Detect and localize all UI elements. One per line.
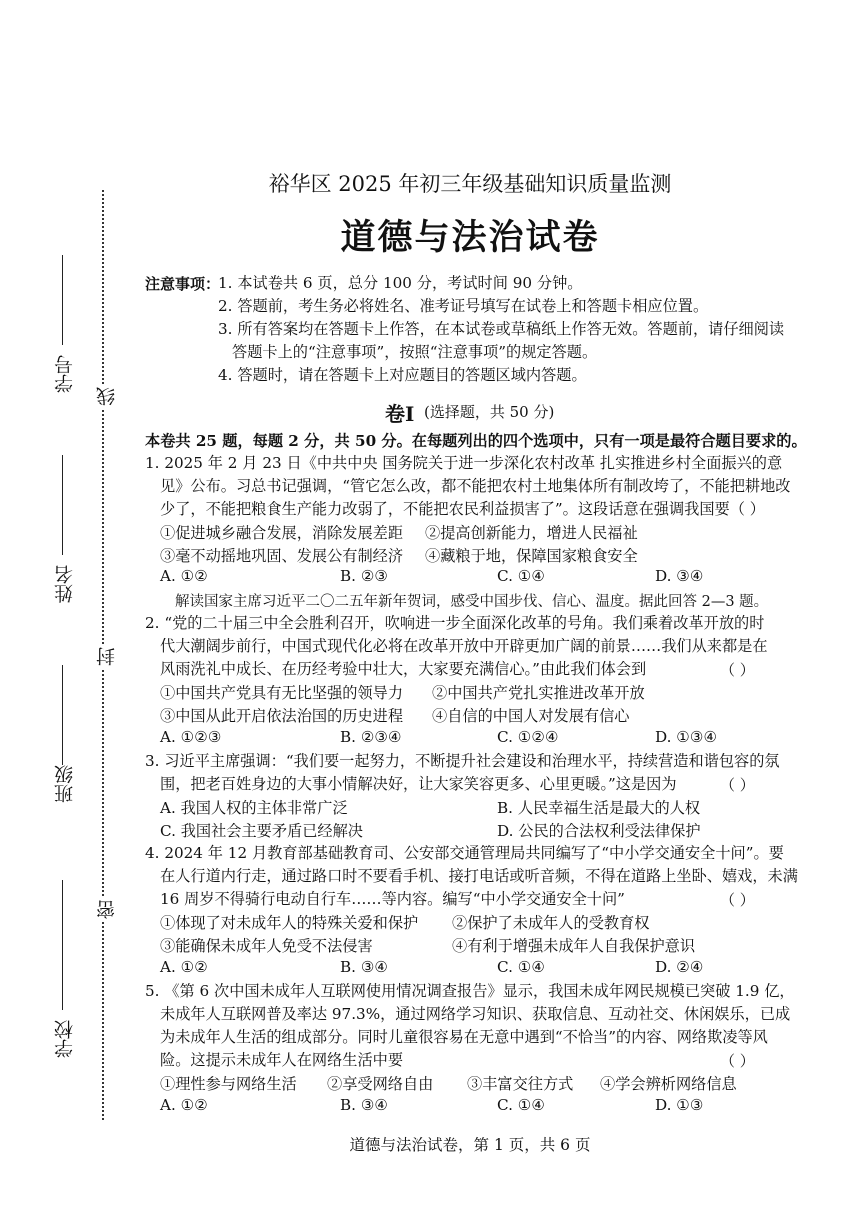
q4-statement-2: ②保护了未成年人的受教育权 — [452, 914, 650, 932]
q1-statement-4: ④藏粮于地，保障国家粮食安全 — [425, 547, 638, 565]
q2-answer-paren: （ ） — [720, 661, 755, 679]
q5-line-4: 险。这提示未成年人在网络生活中要 — [160, 1051, 403, 1069]
q2-option-b: B. ②③④ — [340, 728, 402, 746]
q2-option-a: A. ①②③ — [160, 728, 222, 746]
q1-option-c: C. ①④ — [497, 567, 545, 585]
q2-statement-3: ③中国从此开启依法治国的历史进程 — [160, 707, 403, 725]
q5-statement-2: ②享受网络自由 — [327, 1075, 434, 1093]
q2-statement-4: ④自信的中国人对发展有信心 — [432, 707, 630, 725]
school-label: 学校 — [54, 1020, 76, 1058]
q3-line-2: 围，把老百姓身边的大事小情解决好，让大家笑容更多、心里更暖。”这是因为 — [160, 775, 677, 793]
school-blank[interactable] — [62, 880, 63, 1010]
section-title: 卷Ⅰ — [385, 402, 415, 426]
q5-option-a: A. ①② — [160, 1096, 208, 1114]
class-blank[interactable] — [62, 665, 63, 765]
q4-option-a: A. ①② — [160, 958, 208, 976]
q1-option-b: B. ②③ — [340, 567, 389, 585]
notice-item-4: 4. 答题时，请在答题卡上对应题目的答题区域内答题。 — [218, 366, 587, 384]
q4-option-c: C. ①④ — [497, 958, 545, 976]
q1-statement-3: ③毫不动摇地巩固、发展公有制经济 — [160, 547, 403, 565]
q2-option-c: C. ①②④ — [497, 728, 559, 746]
q2-statement-2: ②中国共产党扎实推进改革开放 — [432, 684, 645, 702]
q5-option-d: D. ①③ — [655, 1096, 704, 1114]
q2-option-d: D. ①③④ — [655, 728, 718, 746]
q5-answer-paren: （ ） — [720, 1052, 755, 1070]
q4-answer-paren: （ ） — [720, 891, 755, 909]
q4-statement-3: ③能确保未成年人免受不法侵害 — [160, 937, 373, 955]
q3-option-d: D. 公民的合法权利受法律保护 — [497, 822, 701, 840]
q5-option-b: B. ③④ — [340, 1096, 389, 1114]
notice-label: 注意事项： — [145, 275, 221, 293]
class-label: 班级 — [54, 765, 76, 803]
exam-title: 道德与法治试卷 — [340, 218, 600, 258]
q4-line-1: 4. 2024 年 12 月教育部基础教育司、公安部交通管理局共同编写了“中小学交通安全十问”。要 — [145, 844, 784, 862]
seal-mark-line: 线 — [93, 385, 120, 408]
q5-line-3: 为未成年人生活的组成部分。同时儿童很容易在无意中遇到“不恰当”的内容、网络欺凌等风 — [160, 1028, 768, 1046]
q4-option-d: D. ②④ — [655, 958, 704, 976]
q3-option-c: C. 我国社会主要矛盾已经解决 — [160, 822, 363, 840]
q4-option-b: B. ③④ — [340, 958, 389, 976]
q3-answer-paren: （ ） — [720, 776, 755, 794]
q3-line-1: 3. 习近平主席强调：“我们要一起努力，不断提升社会建设和治理水平，持续营造和谐包容的氛 — [145, 752, 780, 770]
section-note: (选择题，共 50 分) — [424, 403, 555, 421]
q5-statement-3: ③丰富交往方式 — [467, 1075, 574, 1093]
q2-statement-1: ①中国共产党具有无比坚强的领导力 — [160, 684, 403, 702]
name-label: 姓名 — [54, 565, 76, 603]
q5-line-1: 5. 《第 6 次中国未成年人互联网使用情况调查报告》显示，我国未成年网民规模已突破 1.9 亿， — [145, 982, 795, 1000]
q1-statement-2: ②提高创新能力，增进人民福祉 — [425, 524, 638, 542]
q5-line-2: 未成年人互联网普及率达 97.3%，通过网络学习知识、获取信息、互动社交、休闲娱乐，已成 — [160, 1005, 791, 1023]
q4-line-2: 在人行道内行走，通过路口时不要看手机、接打电话或听音频，不得在道路上坐卧、嬉戏，未满 — [160, 867, 798, 885]
notice-item-3-cont: 答题卡上的“注意事项”，按照“注意事项”的规定答题。 — [232, 343, 598, 361]
name-blank[interactable] — [62, 455, 63, 555]
q2-line-3: 风雨洗礼中成长、在历经考验中壮大，大家要充满信心。”由此我们体会到 — [160, 660, 647, 678]
q3-option-a: A. 我国人权的主体非常广泛 — [160, 799, 348, 817]
exam-subtitle: 裕华区 2025 年初三年级基础知识质量监测 — [268, 172, 672, 196]
seal-mark-seal: 封 — [93, 645, 120, 668]
intro-q2-q3: 解读国家主席习近平二〇二五年新年贺词，感受中国步伐、信心、温度。据此回答 2—3 题。 — [175, 594, 769, 610]
section-instruction: 本卷共 25 题，每题 2 分，共 50 分。在每题列出的四个选项中，只有一项是最符合题目要求的。 — [145, 432, 807, 450]
q3-option-b: B. 人民幸福生活是最大的人权 — [497, 799, 701, 817]
student-id-blank[interactable] — [62, 255, 63, 345]
q1-line-3: 少了，不能把粮食生产能力改弱了，不能把农民利益损害了”。这段话意在强调我国要（ ） — [160, 500, 765, 518]
page-footer: 道德与法治试卷，第 1 页，共 6 页 — [349, 1136, 591, 1154]
q1-option-a: A. ①② — [160, 567, 208, 585]
q1-line-1: 1. 2025 年 2 月 23 日《中共中央 国务院关于进一步深化农村改革 扎实推进乡村全面振兴的意 — [145, 454, 783, 472]
student-id-label: 学号 — [54, 355, 76, 393]
q1-line-2: 见》公布。习总书记强调，“管它怎么改，都不能把农村土地集体所有制改垮了，不能把耕地改 — [160, 477, 791, 495]
notice-item-1: 1. 本试卷共 6 页，总分 100 分，考试时间 90 分钟。 — [218, 274, 583, 292]
q4-statement-4: ④有利于增强未成年人自我保护意识 — [452, 937, 695, 955]
q4-line-3: 16 周岁不得骑行电动自行车……等内容。编写“中小学交通安全十问” — [160, 890, 625, 908]
q2-line-2: 代大潮阔步前行，中国式现代化必将在改革开放中开辟更加广阔的前景……我们从来都是在 — [160, 637, 768, 655]
q2-line-1: 2. “党的二十届三中全会胜利召开，吹响进一步全面深化改革的号角。我们乘着改革开放的时 — [145, 614, 765, 632]
q5-option-c: C. ①④ — [497, 1096, 545, 1114]
notice-item-3: 3. 所有答案均在答题卡上作答，在本试卷或草稿纸上作答无效。答题前，请仔细阅读 — [218, 320, 785, 338]
q5-statement-1: ①理性参与网络生活 — [160, 1075, 297, 1093]
q5-statement-4: ④学会辨析网络信息 — [600, 1075, 737, 1093]
notice-item-2: 2. 答题前，考生务必将姓名、准考证号填写在试卷上和答题卡相应位置。 — [218, 297, 709, 315]
q4-statement-1: ①体现了对未成年人的特殊关爱和保护 — [160, 914, 419, 932]
q1-statement-1: ①促进城乡融合发展，消除发展差距 — [160, 524, 403, 542]
q1-option-d: D. ③④ — [655, 567, 704, 585]
seal-mark-secret: 密 — [93, 898, 120, 921]
